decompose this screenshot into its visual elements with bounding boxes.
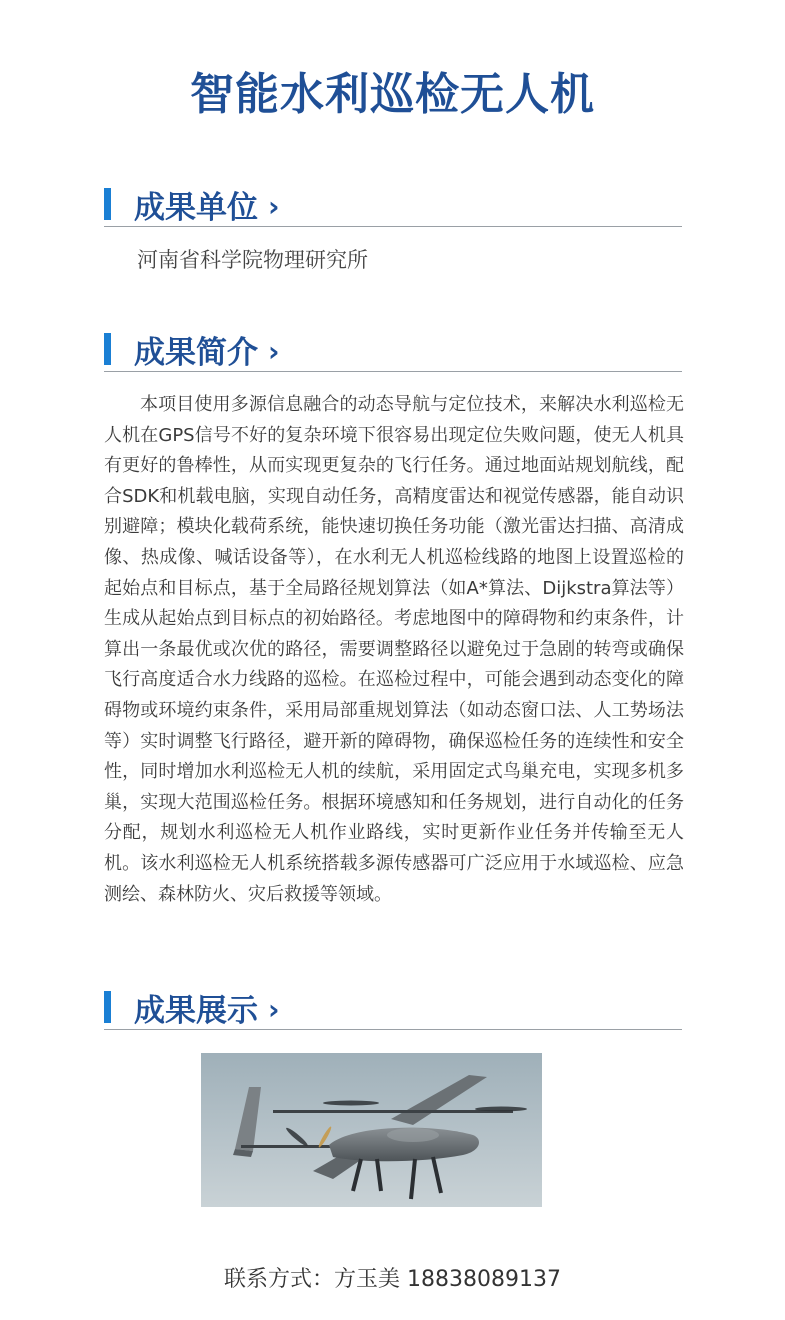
- section-header-showcase: [104, 987, 682, 1030]
- drone-photo: [201, 1053, 542, 1207]
- section-accent-bar: [104, 333, 111, 365]
- chevron-right-icon: ›: [268, 993, 280, 1026]
- section-heading-text: 成果简介: [134, 335, 258, 371]
- chevron-right-icon: ›: [268, 335, 280, 368]
- section-title-unit: [134, 182, 280, 227]
- unit-name: 河南省科学院物理研究所: [137, 248, 368, 272]
- drone-illustration: [201, 1053, 542, 1207]
- section-header-intro: [104, 329, 682, 372]
- section-title-intro: [134, 327, 280, 372]
- page-title: 智能水利巡检无人机: [190, 69, 595, 120]
- section-header-unit: [104, 184, 682, 227]
- section-heading-text: 成果单位: [134, 190, 258, 226]
- section-heading-text: 成果展示: [134, 993, 258, 1029]
- chevron-right-icon: ›: [268, 190, 280, 223]
- intro-paragraph: 本项目使用多源信息融合的动态导航与定位技术，来解决水利巡检无人机在GPS信号不好的复杂环境下很容易出现定位失败问题，使无人机具有更好的鲁棒性，从而实现更复杂的飞行任务。通过地面站规划航线，配合SDK和机载电脑，实现自动任务，高精度雷达和视觉传感器，能自动识别避障；模块化载荷系统，能快速切换任务功能（激光雷达扫描、高清成像、热成像、喊话设备等），在水利无人机巡检线路的地图上设置巡检的起始点和目标点，基于全局路径规划算法（如A*算法、Dijkstra算法等）生成从起始点到目标点的初始路径。考虑地图中的障碍物和约束条件，计算出一条最优或次优的路径，需要调整路径以避免过于急剧的转弯或确保飞行高度适合水力线路的巡检。在巡检过程中，可能会遇到动态变化的障碍物或环境约束条件，采用局部重规划算法（如动态窗口法、人工势场法等）实时调整飞行路径，避开新的障碍物，确保巡检任务的连续性和安全性，同时增加水利巡检无人机的续航，采用固定式鸟巢充电，实现多机多巢，实现大范围巡检任务。根据环境感知和任务规划，进行自动化的任务分配，规划水利巡检无人机作业路线，实时更新作业任务并传输至无人机。该水利巡检无人机系统搭载多源传感器可广泛应用于水域巡检、应急测绘、森林防火、灾后救援等领域。: [104, 394, 684, 905]
- section-title-showcase: [134, 985, 280, 1030]
- contact-info: 联系方式：方玉美 18838089137: [224, 1267, 561, 1292]
- section-accent-bar: [104, 991, 111, 1023]
- section-accent-bar: [104, 188, 111, 220]
